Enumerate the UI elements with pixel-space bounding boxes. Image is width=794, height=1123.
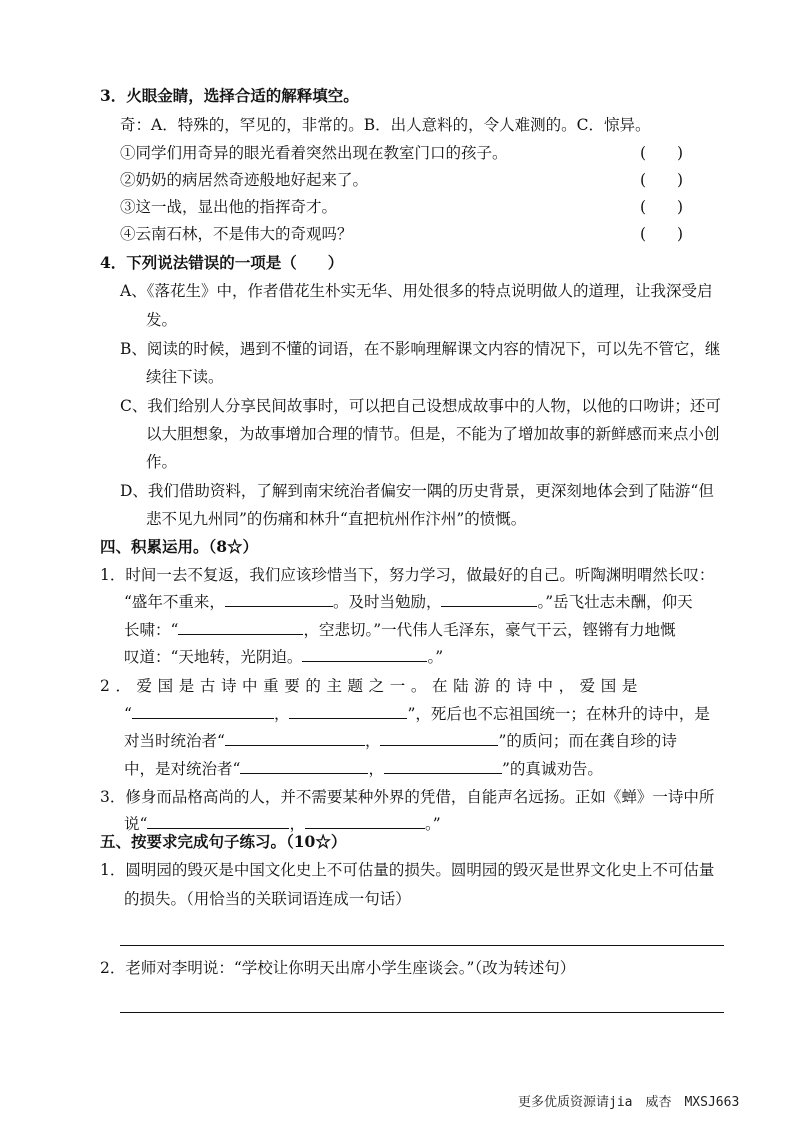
answer-paren-3[interactable]: ( ) bbox=[640, 198, 684, 216]
fill-blank-6[interactable] bbox=[289, 704, 407, 719]
part-5-q1-line-2: 的损失。（用恰当的关联词语连成一句话） bbox=[124, 890, 411, 908]
part-4-q1-text-g: 。” bbox=[427, 648, 444, 666]
part-4-q3-line-1: 3．修身而品格高尚的人，并不需要某种外界的凭借，自能声名远扬。正如《蝉》一诗中所 bbox=[100, 788, 715, 806]
fill-blank-7[interactable] bbox=[225, 731, 365, 746]
part-4-q2-text-g: 中，是对统治者“ bbox=[124, 760, 241, 778]
part-4-q2-line-3 bbox=[124, 731, 677, 751]
part-4-q2-text-h: ， bbox=[368, 760, 384, 778]
question-3-title: 3．火眼金睛，选择合适的解释填空。 bbox=[100, 86, 359, 105]
fill-blank-12[interactable] bbox=[305, 814, 425, 829]
fill-blank-8[interactable] bbox=[380, 731, 498, 746]
question-3-item-1: ①同学们用奇异的眼光看着突然出现在教室门口的孩子。 bbox=[120, 144, 508, 162]
part-4-q2-text-i: ”的真诚劝告。 bbox=[501, 760, 603, 778]
option-c-line-1: C、我们给别人分享民间故事时，可以把自己设想成故事中的人物，以他的口吻讲；还可 bbox=[120, 397, 721, 415]
part-4-q2-text-c: ”，死后也不忘祖国统一；在林升的诗中，是 bbox=[407, 705, 710, 723]
part-4-q2-line-4 bbox=[124, 759, 603, 779]
footer-note: 更多优质资源请jia 威杏 MXSJ663 bbox=[518, 1095, 740, 1110]
option-a-line-2: 发。 bbox=[146, 311, 178, 329]
answer-paren-4[interactable]: ( ) bbox=[640, 225, 684, 243]
answer-paren-2[interactable]: ( ) bbox=[640, 171, 684, 189]
part-4-q3-text-c: 。” bbox=[424, 815, 441, 833]
option-a-line-1: A、《落花生》中，作者借花生朴实无华、用处很多的特点说明做人的道理，让我深受启 bbox=[120, 282, 713, 300]
part-4-q1-line-1: 1．时间一去不复返，我们应该珍惜当下，努力学习，做最好的自己。听陶渊明喟然长叹： bbox=[100, 566, 715, 584]
option-c-line-2: 以大胆想象，为故事增加合理的情节。但是，不能为了增加故事的新鲜感而来点小创 bbox=[146, 425, 720, 443]
question-3-item-3: ③这一战，显出他的指挥奇才。 bbox=[120, 198, 338, 216]
question-3-definitions: 奇：A．特殊的，罕见的，非常的。B．出人意料的，令人难测的。C．惊异。 bbox=[120, 116, 651, 134]
part-4-q1-text-f: 叹道：“天地转，光阴迫。 bbox=[124, 648, 303, 666]
part-4-q1-text-b: 。及时当勉励， bbox=[332, 593, 442, 611]
fill-blank-9[interactable] bbox=[240, 759, 368, 774]
question-4-title: 4．下列说法错误的一项是（ ） bbox=[100, 253, 344, 272]
fill-blank-5[interactable] bbox=[132, 704, 274, 719]
part-4-q1-line-3 bbox=[124, 620, 676, 640]
part-5-q2-line-1: 2．老师对李明说：“学校让你明天出席小学生座谈会。”（改为转述句） bbox=[100, 959, 576, 977]
answer-paren-1[interactable]: ( ) bbox=[640, 144, 684, 162]
fill-blank-1[interactable] bbox=[225, 592, 333, 607]
option-d-line-1: D、我们借助资料，了解到南宋统治者偏安一隅的历史背景，更深刻地体会到了陆游“但 bbox=[120, 482, 714, 500]
option-b-line-2: 续往下读。 bbox=[146, 368, 224, 386]
part-4-q2-text-e: ， bbox=[364, 732, 381, 750]
part-4-q1-text-c: 。”岳飞壮志未酬，仰天 bbox=[537, 593, 693, 611]
fill-blank-11[interactable] bbox=[147, 814, 289, 829]
part-4-q3-text-a: 说“ bbox=[124, 815, 148, 833]
fill-blank-4[interactable] bbox=[302, 647, 427, 662]
part-4-q2-line-1: 2．爱国是古诗中重要的主题之一。在陆游的诗中，爱国是 bbox=[100, 677, 643, 695]
part-4-q1-text-a: “盛年不重来， bbox=[124, 593, 225, 611]
answer-line-1[interactable] bbox=[120, 945, 724, 946]
part-4-q1-line-4 bbox=[124, 647, 443, 667]
fill-blank-3[interactable] bbox=[178, 620, 303, 635]
part-4-q1-text-d: 长啸：“ bbox=[124, 621, 179, 639]
fill-blank-2[interactable] bbox=[441, 592, 537, 607]
answer-line-2[interactable] bbox=[120, 1012, 724, 1013]
part-4-heading: 四、积累运用。（8☆） bbox=[100, 537, 259, 556]
part-4-q3-line-2 bbox=[124, 814, 441, 834]
part-4-q2-text-f: ”的质问；而在龚自珍的诗 bbox=[498, 732, 677, 750]
part-4-q3-text-b: ， bbox=[289, 815, 305, 833]
part-4-q1-line-2 bbox=[124, 592, 693, 612]
part-5-heading: 五、按要求完成句子练习。（10☆） bbox=[100, 832, 347, 851]
part-4-q1-text-e: ，空悲切。”一代伟人毛泽东，豪气干云，铿锵有力地慨 bbox=[303, 621, 676, 639]
question-3-item-2: ②奶奶的病居然奇迹般地好起来了。 bbox=[120, 171, 369, 189]
part-4-q2-text-b: ， bbox=[273, 705, 290, 723]
part-5-q1-line-1: 1．圆明园的毁灭是中国文化史上不可估量的损失。圆明园的毁灭是世界文化史上不可估量 bbox=[100, 861, 715, 879]
part-4-q2-text-a: “ bbox=[124, 705, 132, 723]
option-b-line-1: B、阅读的时候，遇到不懂的词语，在不影响理解课文内容的情况下，可以先不管它，继 bbox=[120, 340, 721, 358]
option-c-line-3: 作。 bbox=[146, 453, 178, 471]
option-d-line-2: 悲不见九州同”的伤痛和林升“直把杭州作汴州”的愤慨。 bbox=[146, 510, 527, 528]
part-4-q2-text-d: 对当时统治者“ bbox=[124, 732, 225, 750]
part-4-q2-line-2 bbox=[124, 704, 710, 724]
fill-blank-10[interactable] bbox=[384, 759, 502, 774]
question-3-item-4: ④云南石林，不是伟大的奇观吗？ bbox=[120, 225, 353, 243]
